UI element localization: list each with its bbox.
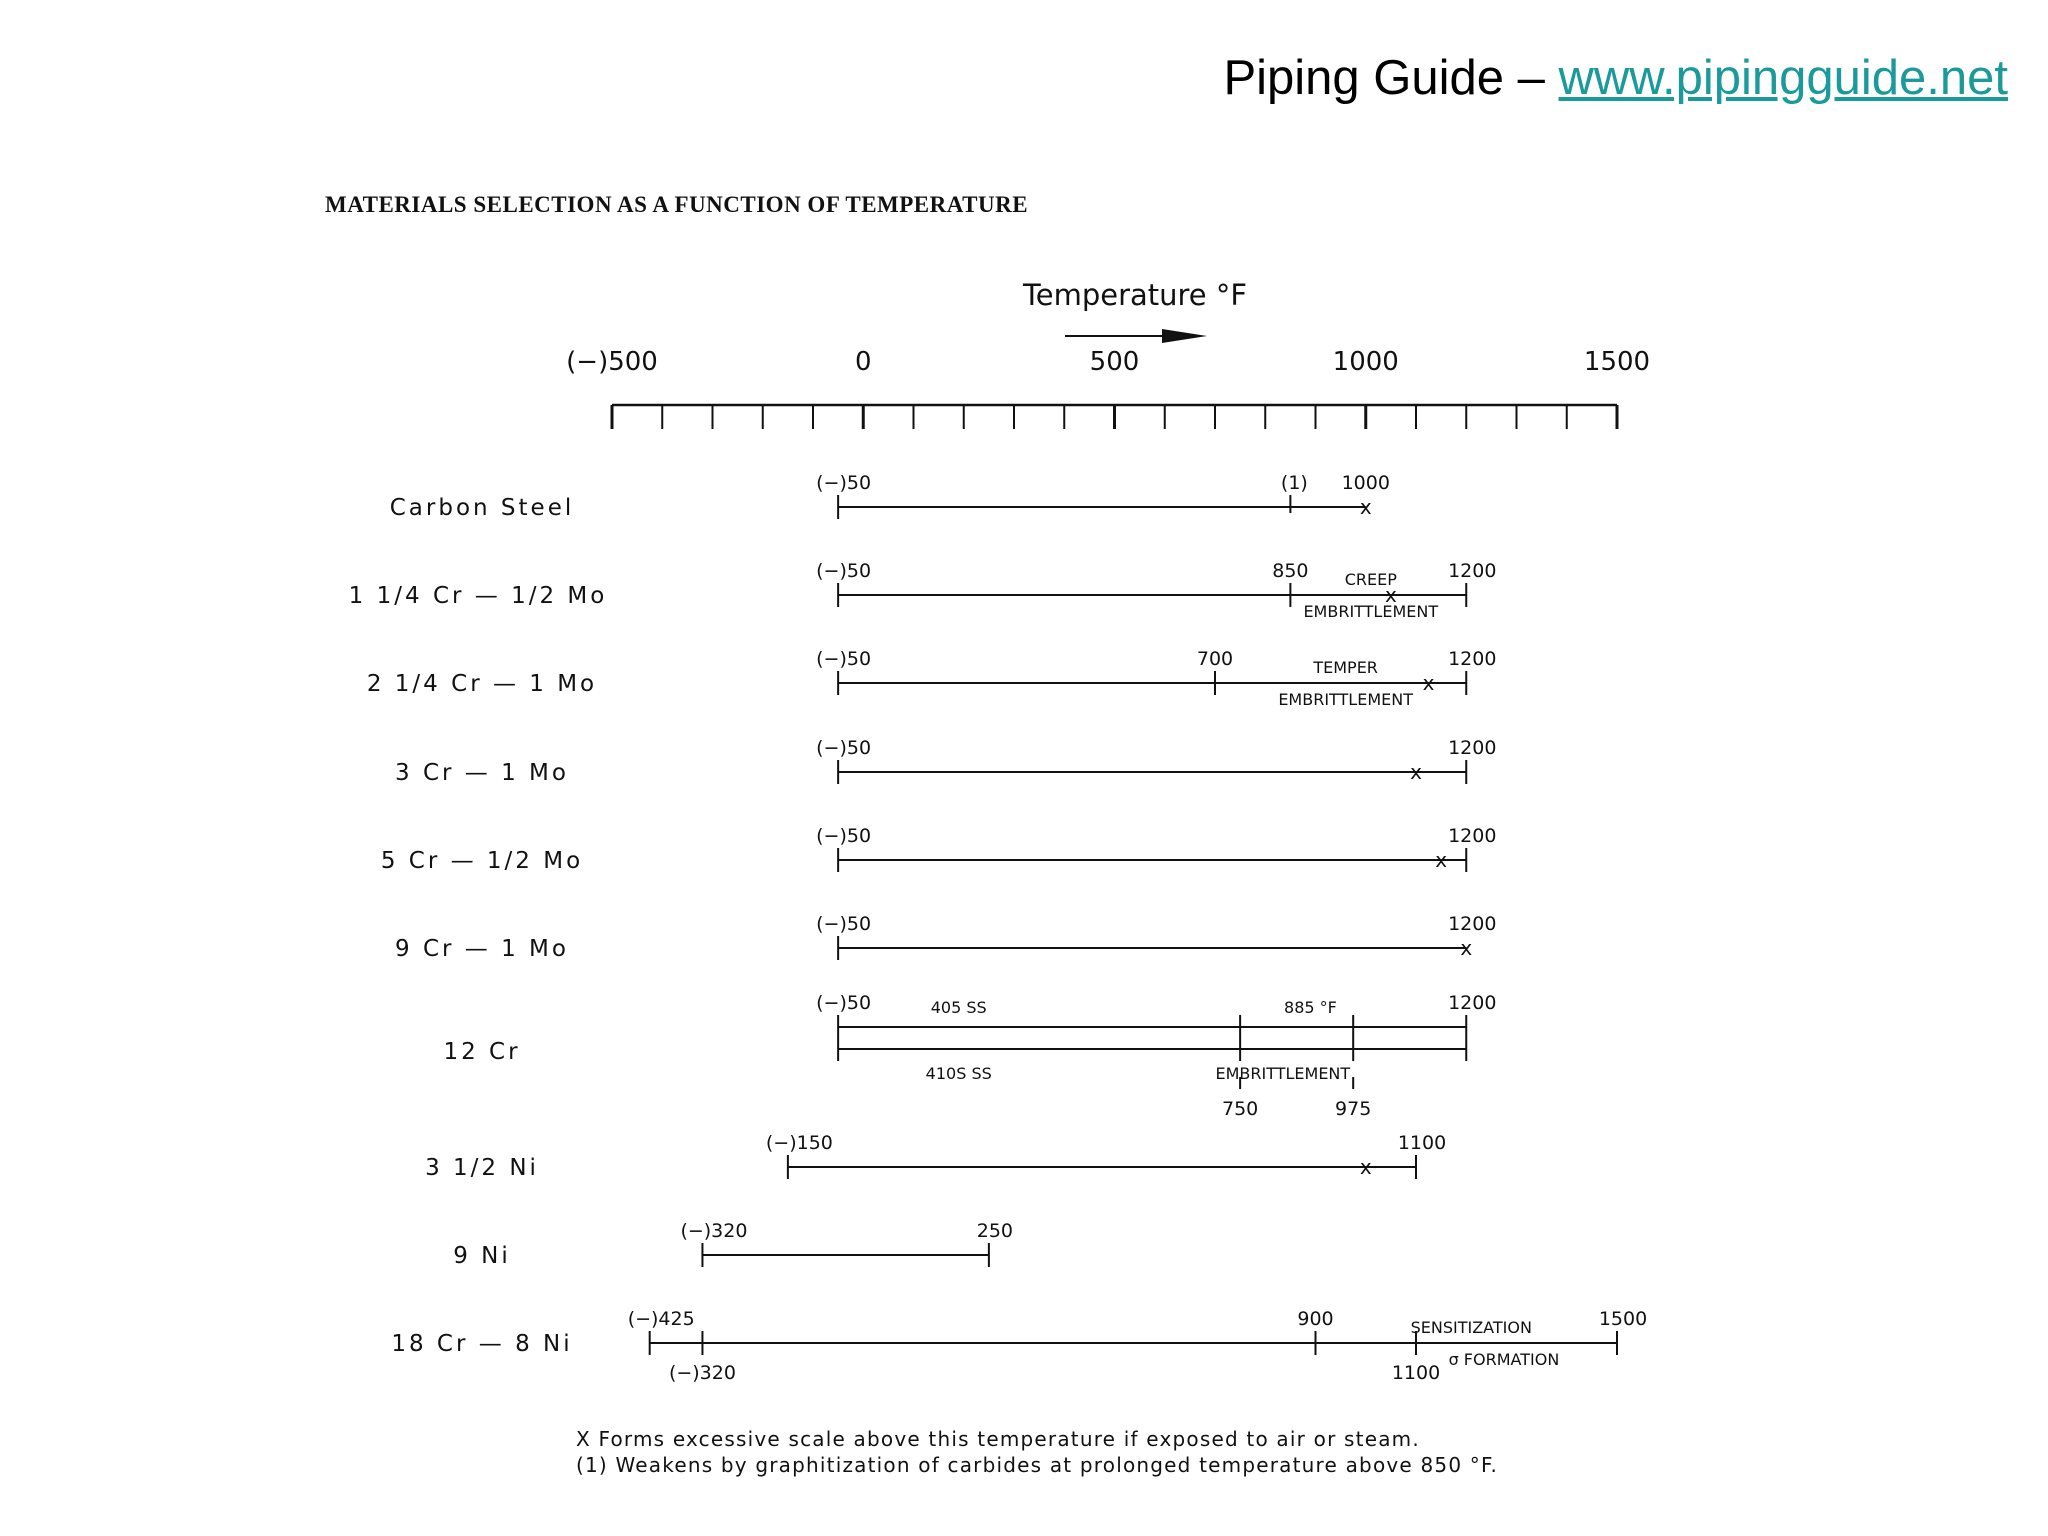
axis-tick-label: 1000 (1332, 347, 1399, 377)
scale-limit-mark: x (1359, 1155, 1372, 1179)
range-value-label: 1000 (1341, 472, 1390, 494)
scale-limit-mark: x (1359, 495, 1372, 519)
range-value-label: 1200 (1448, 913, 1497, 935)
range-value-label: 1200 (1448, 560, 1497, 582)
material-label: 9 Cr — 1 Mo (395, 936, 569, 962)
range-value-label: 700 (1196, 648, 1234, 670)
material-label: 18 Cr — 8 Ni (391, 1331, 573, 1357)
range-value-label: 1200 (1448, 648, 1497, 670)
range-value-label: 1200 (1448, 737, 1497, 759)
range-annotation: CREEP (1344, 570, 1397, 589)
range-value-label: 1200 (1448, 825, 1497, 847)
scale-limit-mark: x (1410, 760, 1422, 784)
range-value-label: (−)50 (816, 648, 872, 670)
scale-limit-mark: x (1460, 936, 1473, 960)
material-label: 3 1/2 Ni (425, 1155, 539, 1181)
range-annotation: 885 °F (1284, 998, 1337, 1017)
range-value-label: (−)320 (668, 1362, 736, 1384)
material-label: 1 1/4 Cr — 1/2 Mo (348, 583, 608, 609)
material-label: 9 Ni (453, 1243, 511, 1269)
range-value-label: (−)150 (765, 1132, 833, 1154)
material-label: 2 1/4 Cr — 1 Mo (366, 671, 598, 697)
range-annotation: SENSITIZATION (1410, 1318, 1532, 1337)
range-value-label: (−)50 (816, 560, 872, 582)
axis-tick-label: 1500 (1583, 347, 1651, 377)
axis-arrow-head (1162, 329, 1207, 343)
range-value-label: (−)320 (680, 1220, 748, 1242)
range-value-label: 975 (1335, 1098, 1372, 1120)
range-value-label: (−)50 (816, 737, 872, 759)
scale-limit-mark: x (1384, 583, 1397, 607)
range-value-label: 1500 (1598, 1308, 1648, 1330)
range-value-label: 1100 (1391, 1362, 1441, 1384)
range-value-label: 250 (976, 1220, 1014, 1242)
range-value-label: (−)50 (816, 825, 872, 847)
range-value-label: 900 (1297, 1308, 1334, 1330)
material-label: Carbon Steel (389, 495, 575, 521)
axis-tick-label: 0 (854, 347, 872, 377)
range-annotation: 405 SS (930, 998, 987, 1017)
footnote: X Forms excessive scale above this temperature if exposed to air or steam. (576, 1427, 1420, 1451)
range-value-label: (−)50 (816, 472, 872, 494)
range-value-label: (−)50 (816, 913, 872, 935)
range-value-label: 750 (1221, 1098, 1259, 1120)
range-value-label: 1200 (1448, 992, 1497, 1014)
material-label: 5 Cr — 1/2 Mo (380, 848, 584, 874)
range-value-label: 850 (1272, 560, 1309, 582)
axis-tick-label: 500 (1089, 347, 1140, 377)
note-mark-label: (1) (1280, 472, 1308, 494)
range-annotation: 410S SS (925, 1064, 992, 1083)
range-value-label: 1100 (1397, 1132, 1447, 1154)
axis-tick-label: (−)500 (566, 347, 658, 377)
range-value-label: (−)50 (816, 992, 872, 1014)
range-annotation: EMBRITTLEMENT (1278, 690, 1413, 709)
diagram-title: MATERIALS SELECTION AS A FUNCTION OF TEMPERATURE (325, 192, 1029, 217)
range-annotation: EMBRITTLEMENT (1215, 1064, 1351, 1083)
material-label: 3 Cr — 1 Mo (395, 760, 569, 786)
material-label: 12 Cr (443, 1039, 521, 1065)
scale-limit-mark: x (1422, 671, 1435, 695)
range-annotation: EMBRITTLEMENT (1303, 602, 1439, 621)
axis-title: Temperature °F (1022, 278, 1248, 312)
footnote: (1) Weakens by graphitization of carbides at prolonged temperature above 850 °F. (576, 1453, 1499, 1477)
website-link[interactable]: www.pipingguide.net (1558, 51, 2008, 105)
scale-limit-mark: x (1435, 848, 1448, 872)
range-annotation: TEMPER (1313, 658, 1378, 677)
header-prefix: Piping Guide – (1223, 51, 1559, 105)
range-annotation: σ FORMATION (1448, 1350, 1560, 1369)
range-value-label: (−)425 (627, 1308, 695, 1330)
